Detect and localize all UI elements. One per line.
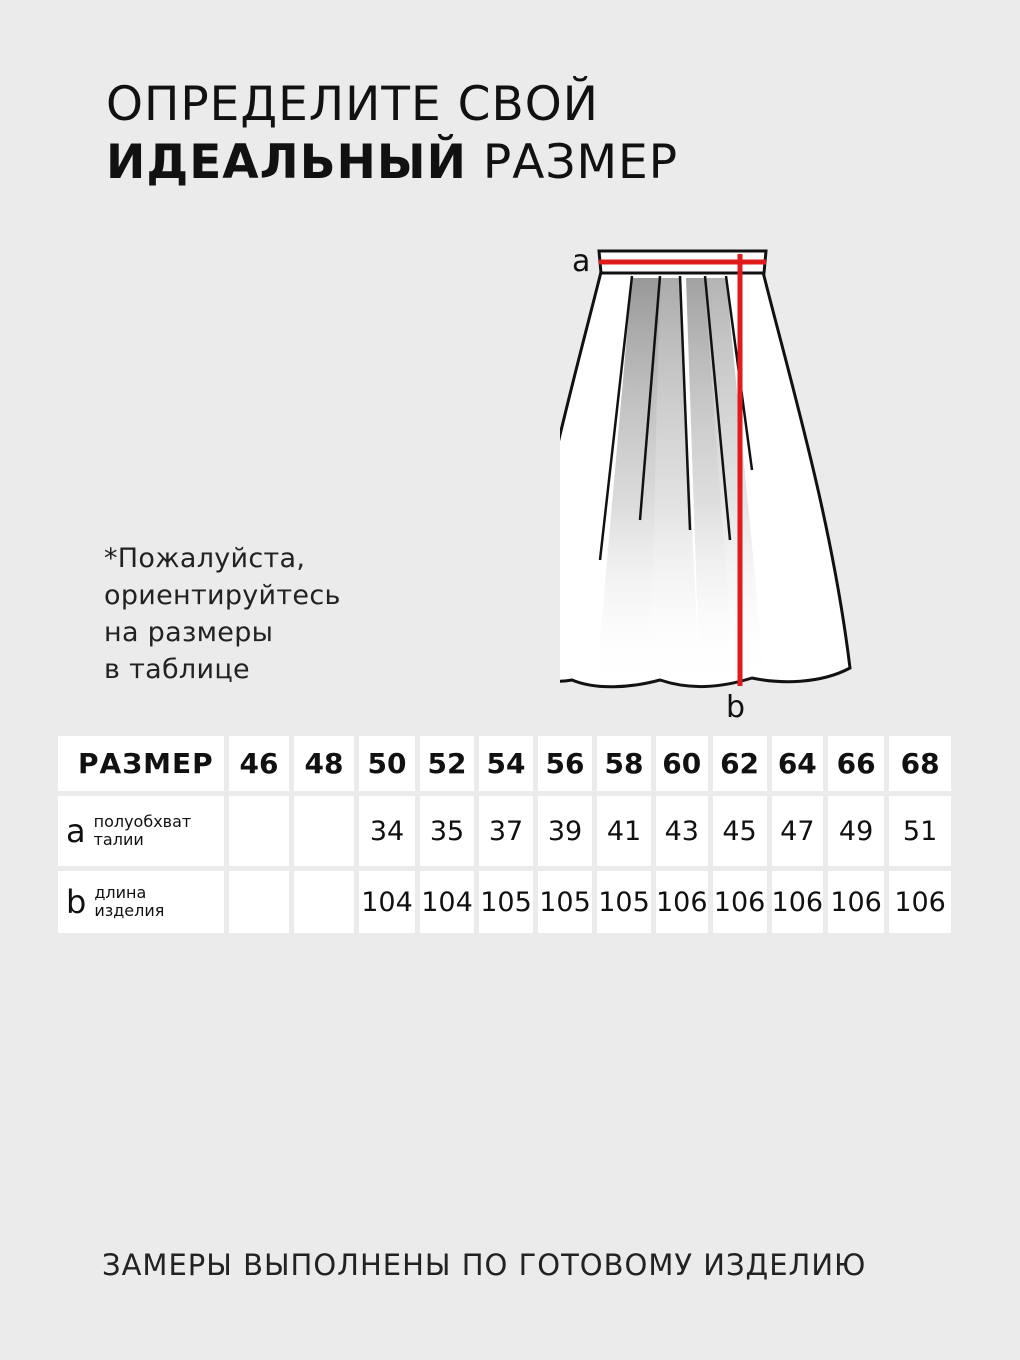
note-line: ориентируйтесь [104, 580, 341, 611]
value-cell: 41 [597, 796, 651, 866]
value-cell: 104 [359, 871, 415, 933]
value-cell [294, 796, 354, 866]
size-cell: 60 [656, 736, 708, 791]
value-cell: 104 [420, 871, 474, 933]
size-cell: 58 [597, 736, 651, 791]
header-label: РАЗМЕР [78, 747, 214, 780]
value-cell: 34 [359, 796, 415, 866]
row-description: полуобхват талии [93, 812, 192, 849]
value-cell: 37 [479, 796, 533, 866]
row-label-cell [58, 871, 224, 933]
size-cell: 66 [828, 736, 884, 791]
page-title [106, 76, 678, 192]
table-row-length [58, 871, 951, 933]
note-line: на размеры [104, 617, 274, 648]
size-note [104, 540, 341, 688]
table-row-waist [58, 796, 951, 866]
value-cell: 105 [479, 871, 533, 933]
size-cell: 50 [359, 736, 415, 791]
diagram-label-a: a [572, 244, 591, 279]
size-cell: 56 [538, 736, 592, 791]
size-cell: 46 [229, 736, 289, 791]
value-cell [229, 871, 289, 933]
value-cell: 105 [538, 871, 592, 933]
size-cell: 62 [713, 736, 767, 791]
size-cell: 48 [294, 736, 354, 791]
value-cell: 39 [538, 796, 592, 866]
value-cell: 51 [889, 796, 951, 866]
size-cell: 54 [479, 736, 533, 791]
value-cell [294, 871, 354, 933]
value-cell: 35 [420, 796, 474, 866]
value-cell: 47 [772, 796, 824, 866]
size-cell: 52 [420, 736, 474, 791]
value-cell: 106 [713, 871, 767, 933]
size-cell: 64 [772, 736, 824, 791]
title-line-2 [106, 134, 678, 192]
row-letter: b [66, 883, 87, 921]
title-line-1: ОПРЕДЕЛИТЕ СВОЙ [106, 77, 599, 132]
value-cell: 49 [828, 796, 884, 866]
footer-note: ЗАМЕРЫ ВЫПОЛНЕНЫ ПО ГОТОВОМУ ИЗДЕЛИЮ [102, 1248, 867, 1282]
title-bold-word: ИДЕАЛЬНЫЙ [106, 135, 467, 190]
note-line: *Пожалуйста, [104, 543, 306, 574]
skirt-diagram [560, 238, 870, 728]
value-cell: 106 [772, 871, 824, 933]
size-cell: 68 [889, 736, 951, 791]
value-cell: 106 [828, 871, 884, 933]
value-cell: 45 [713, 796, 767, 866]
header-label-cell [58, 736, 224, 791]
title-rest: РАЗМЕР [466, 135, 679, 190]
note-line: в таблице [104, 654, 250, 685]
value-cell: 106 [656, 871, 708, 933]
row-label-cell [58, 796, 224, 866]
diagram-label-b: b [726, 690, 746, 725]
value-cell: 43 [656, 796, 708, 866]
row-letter: a [66, 812, 86, 850]
value-cell: 106 [889, 871, 951, 933]
value-cell [229, 796, 289, 866]
value-cell: 105 [597, 871, 651, 933]
table-header-row [58, 736, 951, 791]
size-table [53, 736, 956, 933]
row-description: длина изделия [94, 883, 165, 920]
